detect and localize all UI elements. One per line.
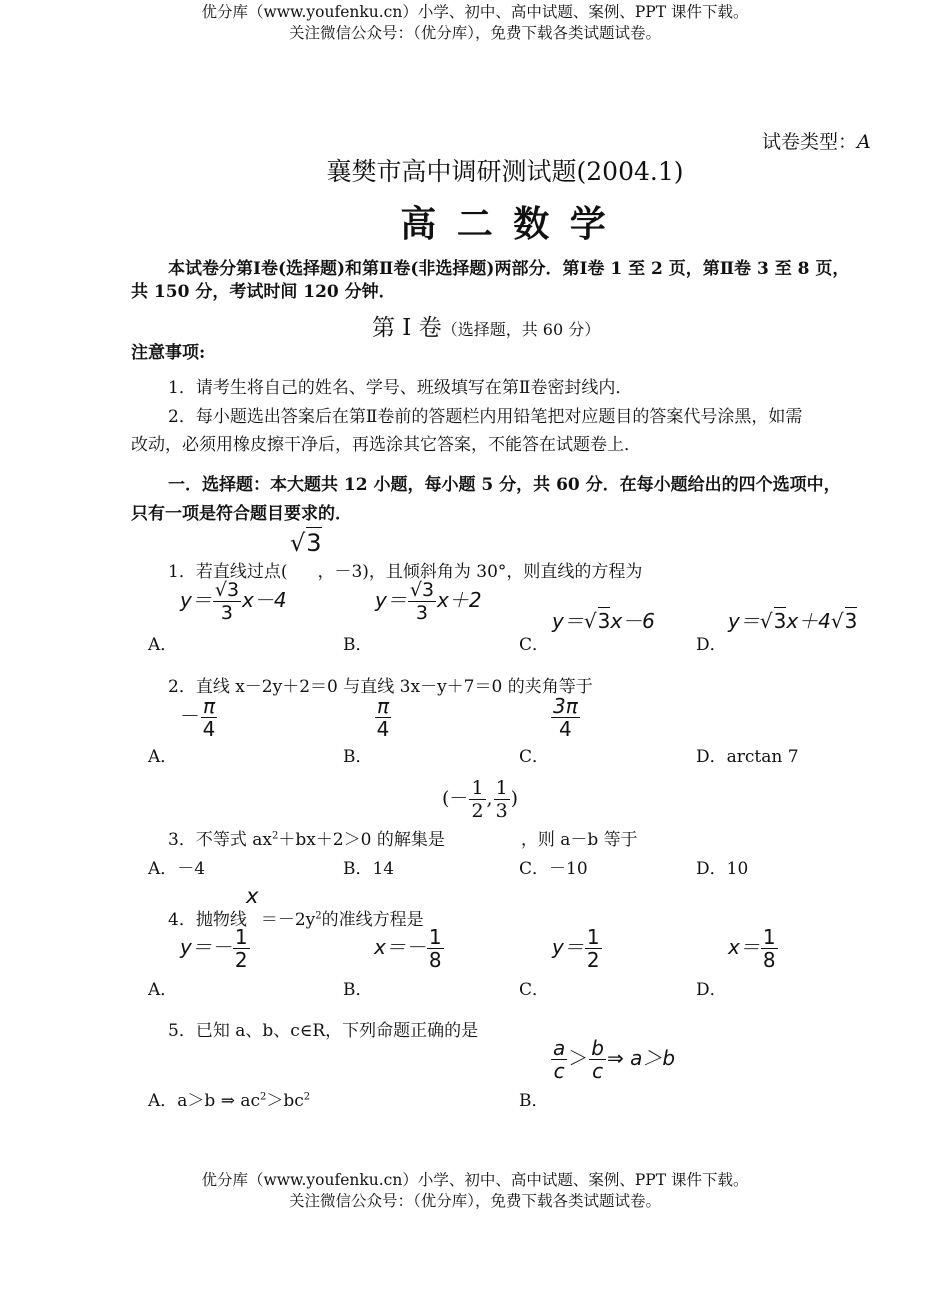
- q1-stem-pre: 1．若直线过点(: [168, 562, 288, 582]
- q3-interval: (－ $\frac{1}{2}$ , $\frac{1}{3}$ ): [442, 777, 519, 822]
- q4-stem: 4．抛物线 $=-2y^2$的准线方程是: [168, 910, 424, 930]
- q4-option-b-label: B．: [343, 980, 373, 1000]
- q1-option-c-formula: y＝√3x－6: [552, 609, 655, 633]
- q2-stem: 2．直线 x－2y＋2＝0 与直线 3x－y＋7＝0 的夹角等于: [168, 677, 593, 697]
- q4-option-c-label: C．: [519, 980, 550, 1000]
- header-line-1: 优分库（www.youfenku.cn）小学、初中、高中试题、案例、PPT 课件下载。: [201, 3, 749, 21]
- q2-option-d-label: D．arctan 7: [696, 747, 799, 767]
- q5-stem: 5．已知 a、b、c∈R，下列命题正确的是: [168, 1021, 479, 1041]
- volume-title: 第 Ⅰ 卷: [372, 315, 442, 341]
- section-1-line-2: 只有一项是符合题目要求的．: [131, 504, 352, 524]
- subject-title: 高 二 数 学: [400, 203, 610, 245]
- exam-title: 襄樊市高中调研测试题(2004.1): [326, 157, 684, 186]
- paper-type-value: A: [857, 131, 871, 153]
- paper-type-label: 试卷类型：: [762, 131, 858, 153]
- footer-line-1: 优分库（www.youfenku.cn）小学、初中、高中试题、案例、PPT 课件下载。: [201, 1171, 749, 1189]
- q1-option-c-label: C．: [519, 635, 550, 655]
- intro-line-2: 共 150 分，考试时间 120 分钟．: [131, 282, 396, 302]
- q2-option-a-label: A．: [148, 747, 178, 767]
- q4-option-a-label: A．: [148, 980, 178, 1000]
- header-line-2: 关注微信公众号：（优分库），免费下载各类试题试卷。: [288, 24, 661, 42]
- q4-option-d-label: D．: [696, 980, 727, 1000]
- q3-option-c: C．－10: [519, 859, 588, 879]
- q3-option-a: A．－4: [148, 859, 206, 879]
- q1-stem-post: ，－3)，且倾斜角为 30°，则直线的方程为: [317, 562, 643, 582]
- note-2-line-1: 2．每小题选出答案后在第Ⅱ卷前的答题栏内用铅笔把对应题目的答案代号涂黑，如需: [168, 407, 803, 427]
- q2-option-b-formula: $\frac{\pi}{4}$: [376, 694, 390, 741]
- q1-option-b-label: B．: [343, 635, 373, 655]
- q5-option-b-label: B．: [519, 1091, 549, 1111]
- paper-type: [762, 127, 871, 154]
- volume-subtitle: （选择题，共 60 分）: [441, 320, 601, 339]
- q3-option-d: D．10: [696, 859, 749, 879]
- q5-option-b-formula: $\frac{a}{c}$ ＞ $\frac{b}{c}$ ⇒ a＞b: [553, 1036, 676, 1083]
- q4-variable: x: [246, 884, 259, 908]
- q5-option-a: A．a＞b ⇒ $ac^2>bc^2$: [148, 1091, 311, 1111]
- q4-option-d-formula: x＝ $\frac{1}{8}$: [728, 925, 776, 972]
- q1-option-a-formula: y＝ $\frac{√3}{3}$ x－4: [180, 579, 287, 624]
- q3-stem: 3．不等式 $ax^2+bx+2>0$ 的解集是 ，则 a－b 等于: [168, 830, 638, 850]
- intro-line-1: 本试卷分第Ⅰ卷(选择题)和第Ⅱ卷(非选择题)两部分．第Ⅰ卷 1 至 2 页，第Ⅱ卷 3 至 8 页，: [168, 259, 850, 279]
- q2-option-c-formula: $\frac{3\pi}{4}$: [553, 694, 578, 741]
- q2-option-a-formula: － $\frac{\pi}{4}$: [180, 694, 216, 741]
- note-2-line-2: 改动，必须用橡皮擦干净后，再选涂其它答案，不能答在试题卷上．: [131, 435, 641, 455]
- section-1-line-1: 一．选择题：本大题共 12 小题，每小题 5 分，共 60 分．在每小题给出的四个选项中，: [168, 475, 841, 495]
- notes-title: 注意事项:: [131, 343, 206, 363]
- q1-option-d-label: D．: [696, 635, 727, 655]
- footer-line-2: 关注微信公众号：（优分库），免费下载各类试题试卷。: [288, 1192, 661, 1210]
- q1-option-d-formula: y＝√3x＋4√3: [728, 609, 858, 633]
- q1-point-radical: √3: [290, 529, 322, 557]
- q1-option-b-formula: y＝ $\frac{√3}{3}$ x＋2: [375, 579, 482, 624]
- q4-option-a-formula: y＝－ $\frac{1}{2}$: [180, 925, 248, 972]
- q1-option-a-label: A．: [148, 635, 178, 655]
- q2-option-c-label: C．: [519, 747, 550, 767]
- volume-heading: [372, 309, 600, 342]
- q4-option-c-formula: y＝ $\frac{1}{2}$: [552, 925, 600, 972]
- note-1: 1．请考生将自己的姓名、学号、班级填写在第Ⅱ卷密封线内．: [168, 378, 633, 398]
- q4-option-b-formula: x＝－ $\frac{1}{8}$: [374, 925, 442, 972]
- q3-option-b: B．14: [343, 859, 395, 879]
- q2-option-b-label: B．: [343, 747, 373, 767]
